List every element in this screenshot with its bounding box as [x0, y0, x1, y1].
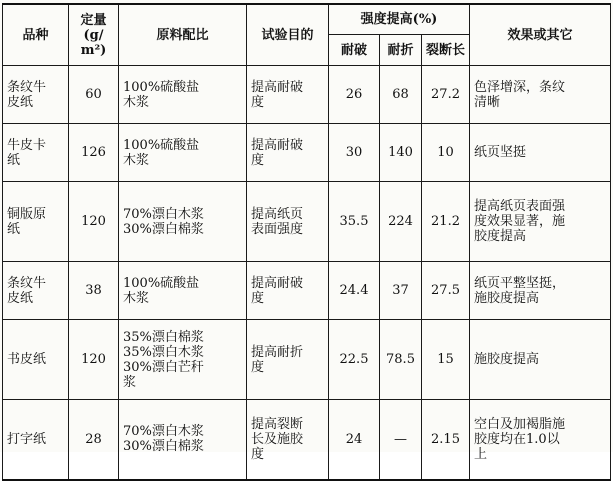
cell-burst: 24.4	[329, 262, 380, 320]
cell-breaking-length: 27.2	[422, 66, 470, 124]
cell-purpose: 提高纸页 表面强度	[247, 182, 329, 262]
cell-burst: 30	[329, 124, 380, 182]
cell-basis-weight: 120	[69, 182, 119, 262]
cell-purpose: 提高耐折 度	[247, 320, 329, 400]
header-strength-group: 强度提高(%)	[329, 4, 470, 35]
cell-basis-weight: 28	[69, 400, 119, 480]
cell-burst: 35.5	[329, 182, 380, 262]
cell-breaking-length: 10	[422, 124, 470, 182]
cell-variety: 条纹牛 皮纸	[3, 66, 69, 124]
header-variety: 品种	[3, 4, 69, 66]
cell-purpose: 提高耐破 度	[247, 66, 329, 124]
table-row	[3, 182, 611, 262]
cell-purpose: 提高裂断 长及施胶 度	[247, 400, 329, 480]
cell-effect: 空白及加褐脂施 胶度均在1.0以 上	[470, 400, 611, 480]
cell-basis-weight: 60	[69, 66, 119, 124]
header-purpose: 试验目的	[247, 4, 329, 66]
cell-purpose: 提高耐破 度	[247, 124, 329, 182]
cell-breaking-length: 15	[422, 320, 470, 400]
cell-burst: 24	[329, 400, 380, 480]
cell-fold: —	[380, 400, 422, 480]
cell-variety: 书皮纸	[3, 320, 69, 400]
cell-fold: 224	[380, 182, 422, 262]
cell-basis-weight: 126	[69, 124, 119, 182]
cell-furnish: 100%硫酸盐 木浆	[119, 262, 247, 320]
cell-furnish: 35%漂白棉浆 35%漂白木浆 30%漂白芒秆 浆	[119, 320, 247, 400]
cell-effect: 施胶度提高	[470, 320, 611, 400]
header-furnish: 原料配比	[119, 4, 247, 66]
cell-effect: 纸页平整坚挺， 施胶度提高	[470, 262, 611, 320]
cell-purpose: 提高耐破 度	[247, 262, 329, 320]
cell-effect: 纸页坚挺	[470, 124, 611, 182]
header-effect: 效果或其它	[470, 4, 611, 66]
cell-breaking-length: 2.15	[422, 400, 470, 480]
cell-furnish: 100%硫酸盐 木浆	[119, 66, 247, 124]
cell-basis-weight: 120	[69, 320, 119, 400]
cell-fold: 78.5	[380, 320, 422, 400]
cell-variety: 牛皮卡 纸	[3, 124, 69, 182]
cell-variety: 打字纸	[3, 400, 69, 480]
cell-furnish: 70%漂白木浆 30%漂白棉浆	[119, 182, 247, 262]
cell-variety: 铜版原 纸	[3, 182, 69, 262]
table-row	[3, 124, 611, 182]
table-row	[3, 400, 611, 480]
cell-furnish: 100%硫酸盐 木浆	[119, 124, 247, 182]
cell-fold: 68	[380, 66, 422, 124]
cell-effect: 色泽增深，条纹 清晰	[470, 66, 611, 124]
cell-burst: 22.5	[329, 320, 380, 400]
cell-fold: 37	[380, 262, 422, 320]
cell-breaking-length: 21.2	[422, 182, 470, 262]
cell-furnish: 70%漂白木浆 30%漂白棉浆	[119, 400, 247, 480]
cell-variety: 条纹牛 皮纸	[3, 262, 69, 320]
cell-fold: 140	[380, 124, 422, 182]
paper-strength-table	[2, 3, 611, 481]
header-basis-weight: 定量 (g/ m²)	[69, 4, 119, 66]
cell-effect: 提高纸页表面强 度效果显著，施 胶度提高	[470, 182, 611, 262]
table-row	[3, 262, 611, 320]
table-row	[3, 320, 611, 400]
cell-burst: 26	[329, 66, 380, 124]
header-burst: 耐破	[329, 35, 380, 66]
cell-basis-weight: 38	[69, 262, 119, 320]
table-row	[3, 66, 611, 124]
header-breaking-length: 裂断长	[422, 35, 470, 66]
cell-breaking-length: 27.5	[422, 262, 470, 320]
header-fold: 耐折	[380, 35, 422, 66]
